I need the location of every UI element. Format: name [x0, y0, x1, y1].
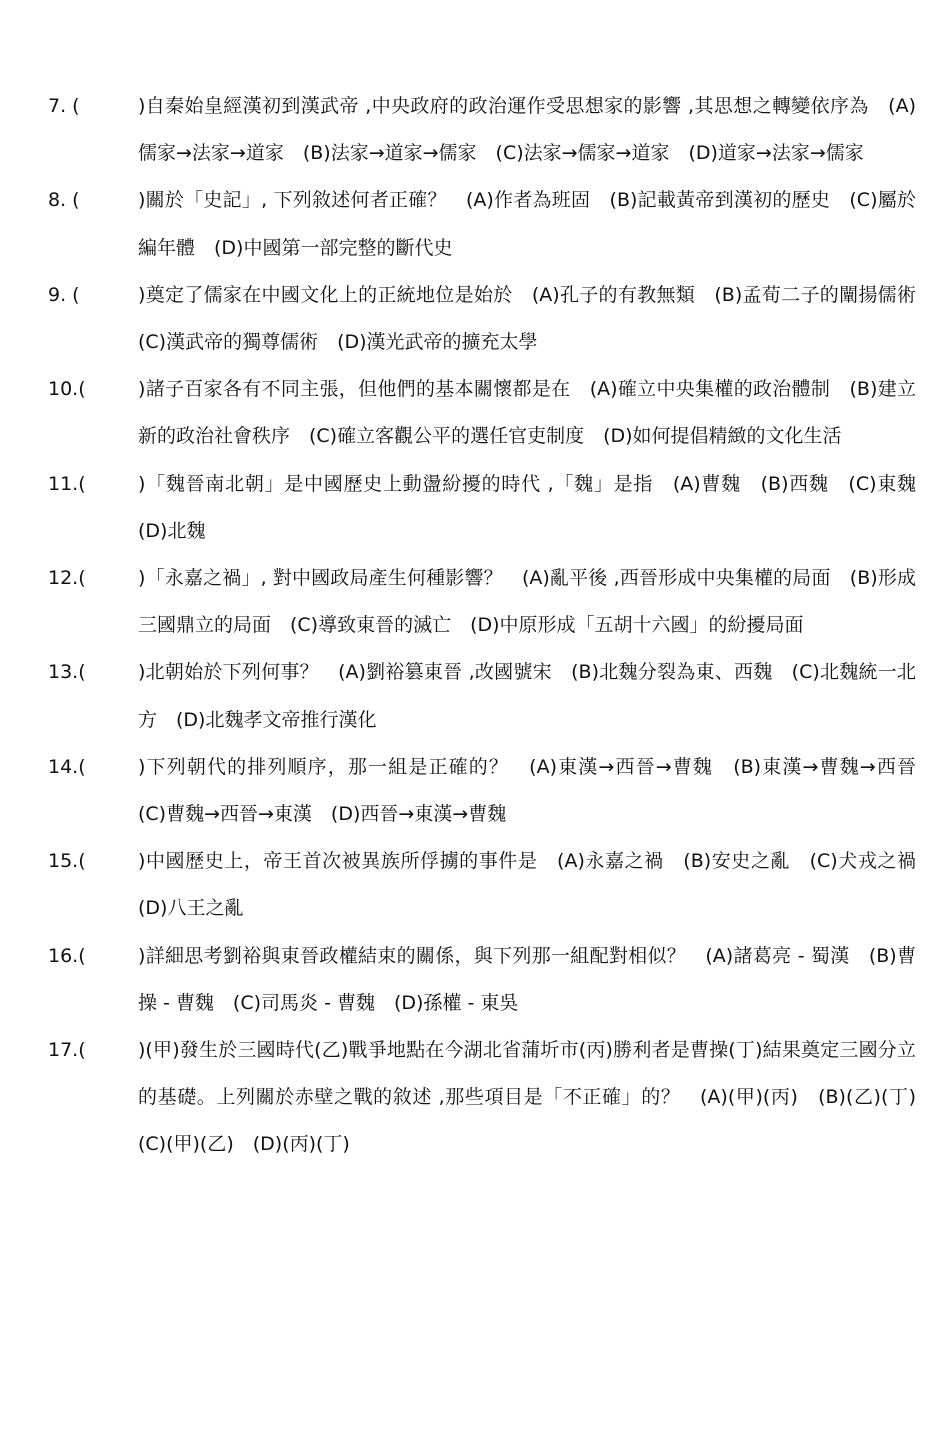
- question-text: )詳細思考劉裕與東晉政權結束的關係，與下列那一組配對相似？ (A)諸葛亮 - 蜀漢 (B)曹操 - 曹魏 (C)司馬炎 - 曹魏 (D)孫權 - 東吳: [138, 944, 916, 1014]
- question-11: [0, 461, 950, 555]
- question-number: 11.(: [48, 472, 86, 495]
- question-number: 10.(: [48, 378, 86, 401]
- question-13: [0, 649, 950, 743]
- question-10: [0, 366, 950, 460]
- question-number: 9. (: [48, 283, 80, 306]
- question-text: )「魏晉南北朝」是中國歷史上動盪紛擾的時代 ,「魏」是指 (A)曹魏 (B)西魏 (C)東魏 (D)北魏: [138, 472, 936, 542]
- question-7: [0, 83, 950, 177]
- question-text: )下列朝代的排列順序，那一組是正確的？ (A)東漢→西晉→曹魏 (B)東漢→曹魏→西晉 (C)曹魏→西晉→東漢 (D)西晉→東漢→曹魏: [138, 755, 936, 826]
- question-text: )關於「史記」, 下列敘述何者正確？ (A)作者為班固 (B)記載黃帝到漢初的歷史 (C)屬於編年體 (D)中國第一部完整的斷代史: [138, 189, 916, 259]
- question-17: [0, 1027, 950, 1169]
- question-number: 8. (: [48, 189, 80, 212]
- question-number: 16.(: [48, 944, 86, 967]
- question-number: 14.(: [48, 755, 86, 778]
- question-8: [0, 177, 950, 271]
- question-text: )北朝始於下列何事？ (A)劉裕篡東晉 ,改國號宋 (B)北魏分裂為東、西魏 (C)北魏統一北方 (D)北魏孝文帝推行漢化: [138, 661, 916, 731]
- question-12: [0, 555, 950, 649]
- question-text: )自秦始皇經漢初到漢武帝 ,中央政府的政治運作受思想家的影響 ,其思想之轉變依序為 (A)儒家→法家→道家 (B)法家→道家→儒家 (C)法家→儒家→道家 (D)道家→法家→儒家: [138, 95, 916, 165]
- question-text: )(甲)發生於三國時代(乙)戰爭地點在今湖北省蒲圻市(丙)勝利者是曹操(丁)結果奠定三國分立的基礎。上列關於赤壁之戰的敘述 ,那些項目是「不正確」的？ (A)(甲)(丙) (B)(乙)(丁) (C)(甲)(乙) (D)(丙)(丁): [138, 1039, 936, 1156]
- question-number: 13.(: [48, 661, 86, 684]
- question-number: 17.(: [48, 1039, 86, 1062]
- question-text: )中國歷史上，帝王首次被異族所俘擄的事件是 (A)永嘉之禍 (B)安史之亂 (C)犬戎之禍 (D)八王之亂: [138, 850, 936, 920]
- question-number: 7. (: [48, 95, 80, 117]
- question-text: )「永嘉之禍」, 對中國政局產生何種影響？ (A)亂平後 ,西晉形成中央集權的局面 (B)形成三國鼎立的局面 (C)導致東晉的滅亡 (D)中原形成「五胡十六國」的紛擾局面: [138, 567, 916, 637]
- exam-page: [0, 83, 950, 1169]
- question-9: [0, 272, 950, 366]
- question-15: [0, 838, 950, 932]
- question-text: )諸子百家各有不同主張，但他們的基本關懷都是在 (A)確立中央集權的政治體制 (B)建立新的政治社會秩序 (C)確立客觀公平的選任官吏制度 (D)如何提倡精緻的文化生活: [138, 378, 916, 448]
- question-text: )奠定了儒家在中國文化上的正統地位是始於 (A)孔子的有教無類 (B)孟荀二子的闡揚儒術 (C)漢武帝的獨尊儒術 (D)漢光武帝的擴充太學: [138, 283, 936, 354]
- question-16: [0, 933, 950, 1027]
- question-14: [0, 744, 950, 838]
- question-number: 15.(: [48, 850, 86, 873]
- question-number: 12.(: [48, 567, 86, 590]
